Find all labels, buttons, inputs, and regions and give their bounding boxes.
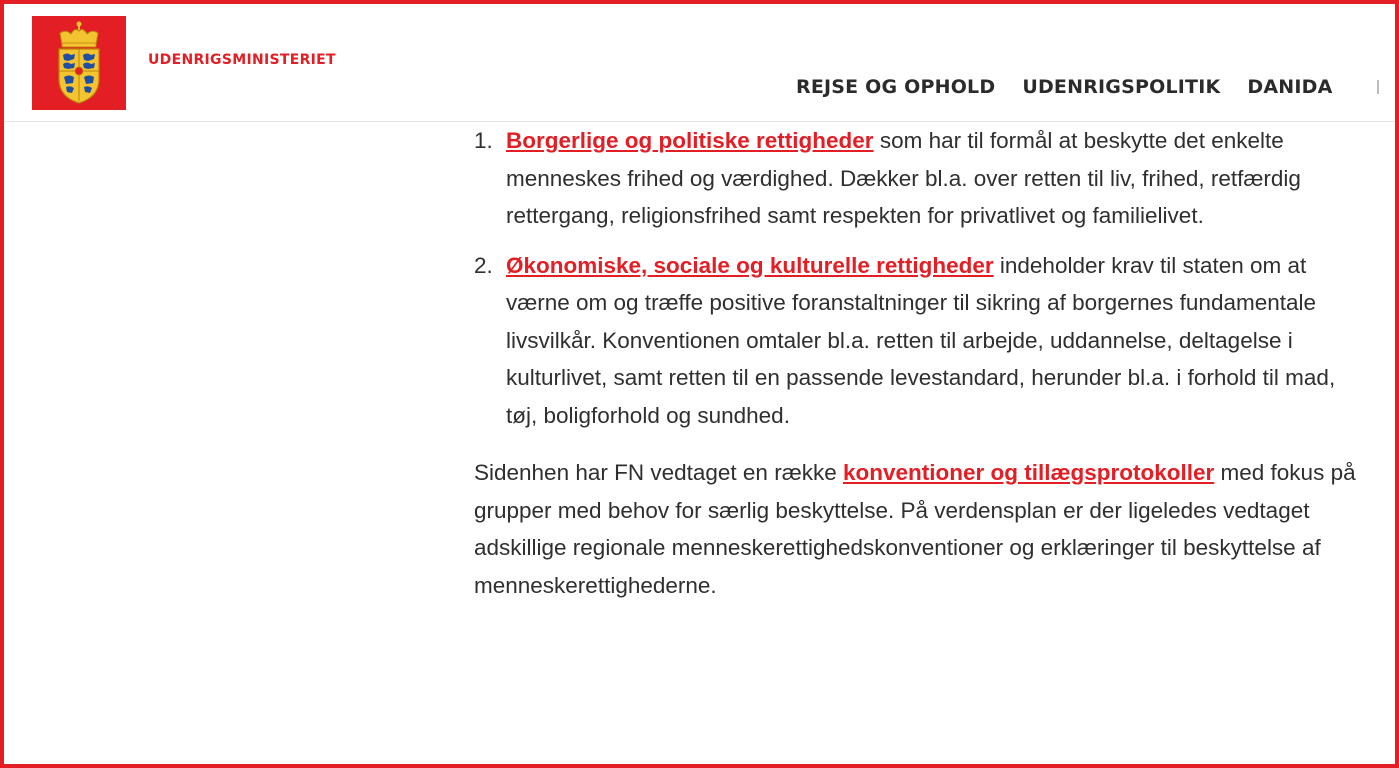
list-item-text: indeholder krav til staten om at værne om og træffe positive foranstaltninger til sikring af borgernes fundamentale livsvilkår. Konventionen omtaler bl.a. retten til arbejde, uddannelse, deltagelse i kulturlivet, samt retten til en passende levestandard, herunder bl.a. i forhold til mad, tøj, boligforhold og sundhed. bbox=[506, 252, 1336, 428]
royal-crown-coat-of-arms-icon bbox=[54, 21, 104, 105]
list-item-text: som har til formål at beskytte det enkelte menneskes frihed og værdighed. Dækker bl.a. over retten til liv, frihed, retfærdig rettergang, religionsfrihed samt respekten for privatlivet og familielivet. bbox=[506, 128, 1301, 228]
rights-list bbox=[474, 122, 1359, 434]
site-header bbox=[4, 4, 1395, 122]
outro-text-before: Sidenhen har FN vedtaget en række bbox=[474, 460, 843, 485]
economic-social-cultural-rights-link[interactable]: Økonomiske, sociale og kulturelle rettigheder bbox=[506, 252, 994, 278]
nav-item-rejse-og-ophold[interactable]: REJSE OG OPHOLD bbox=[796, 76, 996, 98]
nav-scroll-indicator bbox=[1377, 80, 1379, 94]
article-content bbox=[474, 122, 1359, 604]
outro-text-after: med fokus på grupper med behov for særlig beskyttelse. På verdensplan er der ligeledes vedtaget adskillige regionale menneskerettighedskonventioner og erklæringer til beskyttelse af menneskerettighederne. bbox=[474, 460, 1356, 598]
list-item bbox=[474, 247, 1359, 435]
list-number: 1. bbox=[474, 128, 493, 153]
outro-paragraph bbox=[474, 454, 1359, 604]
conventions-protocols-link[interactable]: konventioner og tillægsprotokoller bbox=[842, 460, 1215, 485]
list-number: 2. bbox=[474, 252, 493, 278]
nav-item-udenrigspolitik[interactable]: UDENRIGSPOLITIK bbox=[1022, 76, 1221, 98]
logo-link[interactable] bbox=[32, 16, 126, 110]
nav-item-danida[interactable]: DANIDA bbox=[1247, 76, 1333, 98]
brand-name[interactable]: UDENRIGSMINISTERIET bbox=[148, 52, 336, 68]
list-item bbox=[474, 122, 1359, 235]
civil-political-rights-link[interactable]: Borgerlige og politiske rettigheder bbox=[506, 128, 874, 153]
main-nav bbox=[796, 76, 1333, 98]
